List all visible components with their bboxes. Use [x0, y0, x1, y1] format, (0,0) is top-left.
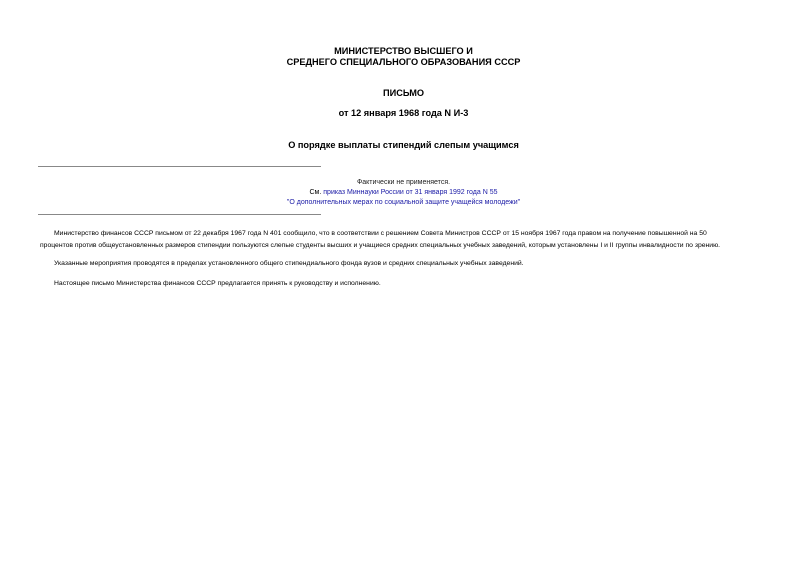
divider-top	[38, 166, 321, 167]
ministry-title-line-2: СРЕДНЕГО СПЕЦИАЛЬНОГО ОБРАЗОВАНИЯ СССР	[286, 57, 521, 67]
related-order-link[interactable]: приказ Миннауки России от 31 января 1992 года N 55	[323, 189, 498, 196]
see-also-line	[0, 188, 807, 198]
divider-bottom	[38, 214, 321, 215]
ministry-title-line-1: МИНИСТЕРСТВО ВЫСШЕГО И	[334, 46, 473, 56]
see-also-prefix: См.	[309, 189, 324, 196]
document-subject: О порядке выплаты стипендий слепым учащимся	[288, 140, 519, 150]
document-date: от 12 января 1968 года N И-3	[338, 108, 469, 118]
status-notice: Фактически не применяется.	[356, 179, 451, 186]
related-order-title-link[interactable]: "О дополнительных мерах по социальной защите учащейся молодежи"	[286, 199, 521, 206]
body-paragraph-3: Настоящее письмо Министерства финансов СССР предлагается принять к руководству и исполнению.	[54, 280, 381, 287]
document-type: ПИСЬМО	[382, 88, 425, 98]
body-paragraph-2: Указанные мероприятия проводятся в пределах установленного общего стипендиального фонда вузов и средних специальных учебных заведений.	[54, 260, 524, 267]
body-paragraph-1	[40, 228, 807, 252]
see-also-line-2	[0, 198, 807, 208]
body-paragraph-1-line-2: процентов против общеустановленных размеров стипендии пользуются слепые студенты высших и учащиеся средних специальных учебных заведений, которым установлены I и II группы инвалидности по зрению.	[40, 242, 721, 249]
body-paragraph-1-line-1: Министерство финансов СССР письмом от 22 декабря 1967 года N 401 сообщило, что в соответствии с решением Совета Министров СССР от 15 ноября 1967 года правом на получение повышенной на 50	[54, 230, 707, 237]
